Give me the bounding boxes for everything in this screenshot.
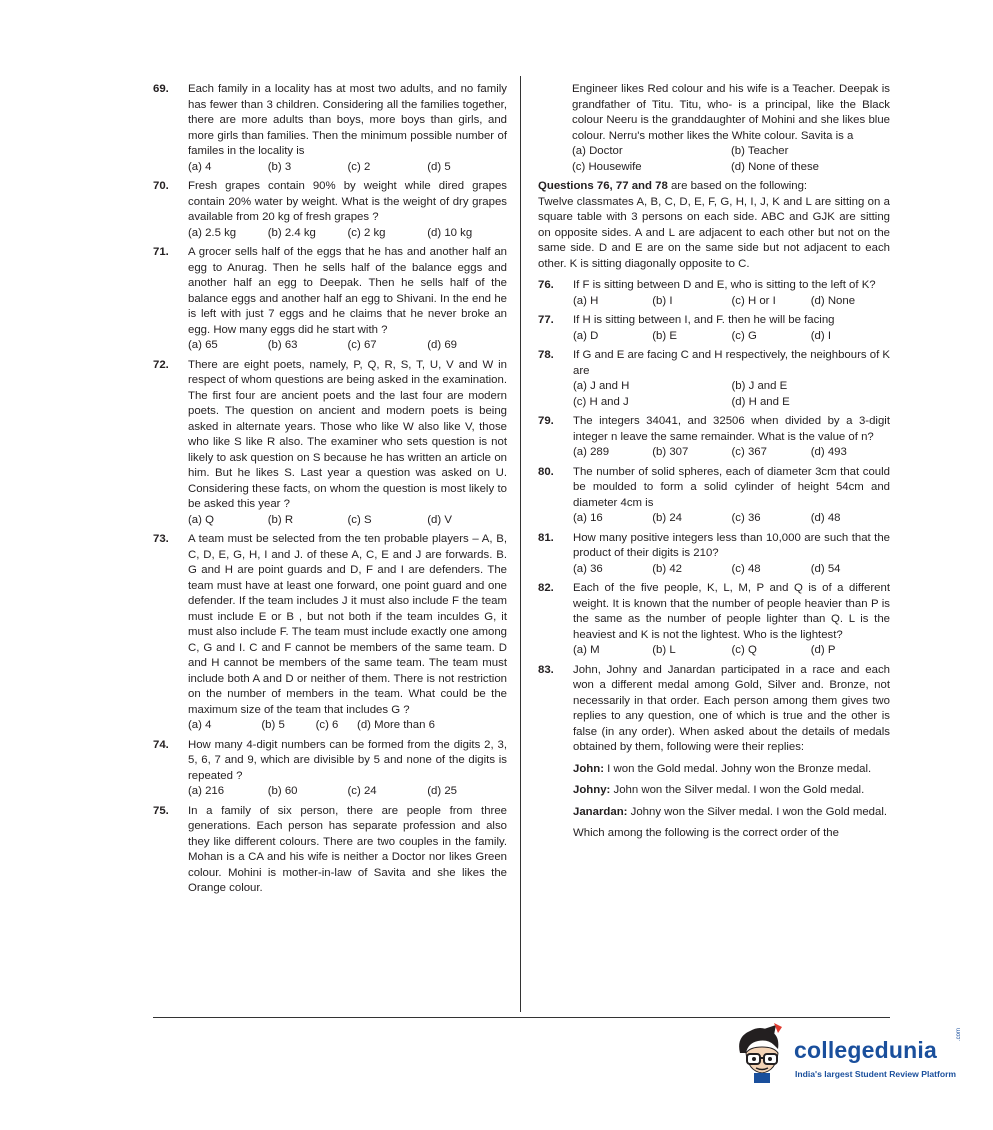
- option-a: (a) 36: [573, 562, 603, 575]
- option-c: (c) 2 kg: [347, 226, 386, 239]
- question-number: 70.: [153, 180, 169, 192]
- options: [188, 513, 507, 529]
- question-79: [538, 414, 890, 461]
- question-number: 76.: [538, 279, 554, 291]
- passage-text: Twelve classmates A, B, C, D, E, F, G, H, I, J, K and L are sitting on a square table with 3 persons on each side. ABC and GJK are sitting on opposite sides. A and L are adjacent to each other but not on the same side. D and E are on the same side but not adjacent to each other. K is sitting diagonally opposite to C.: [538, 195, 890, 270]
- collegedunia-logo: [734, 1023, 964, 1093]
- options: [573, 562, 890, 578]
- question-80: [538, 465, 890, 527]
- option-b: (b) 60: [267, 785, 298, 797]
- question-text: Each of the five people, K, L, M, P and Q is of a different weight. It is known that the number of people heavier than P is the same as the number of people lighter than Q. L is the heaviest and K is not the lightest. Who is the lightest?: [573, 582, 890, 641]
- options: [573, 379, 890, 410]
- question-text: If H is sitting between I, and F. then he will be facing: [573, 314, 835, 326]
- reply-text: I won the Gold medal. Johny won the Bronze medal.: [604, 762, 872, 775]
- speaker-name: John:: [573, 762, 605, 775]
- option-a: (a) 2.5 kg: [188, 226, 237, 239]
- reply-text: John won the Silver medal. I won the Gold medal.: [610, 784, 865, 796]
- question-74: [153, 738, 507, 800]
- option-b: (b) 63: [267, 339, 298, 351]
- option-b: (b) L: [652, 644, 676, 656]
- question-number: 73.: [153, 533, 169, 545]
- question-73: [153, 532, 507, 734]
- question-tail: Which among the following is the correct order of the: [573, 827, 839, 839]
- mascot-icon: [734, 1023, 792, 1085]
- option-b: (b) 24: [652, 512, 683, 524]
- option-d: (d) None of these: [731, 160, 820, 173]
- option-d: (d) I: [810, 329, 832, 342]
- option-c: (c) S: [347, 513, 372, 526]
- question-text: If G and E are facing C and H respectively, the neighbours of K are: [573, 349, 891, 377]
- option-a: (a) Doctor: [572, 145, 623, 157]
- question-number: 72.: [153, 358, 169, 371]
- question-text: How many positive integers less than 10,000 are such that the product of their digits is 210?: [573, 531, 890, 559]
- option-b: (b) 5: [261, 719, 285, 731]
- option-a: (a) 289: [573, 446, 610, 458]
- option-c: (c) 24: [347, 785, 377, 797]
- question-81: [538, 531, 890, 578]
- option-a: (a) 16: [573, 512, 603, 524]
- option-d: (d) 54: [810, 562, 841, 575]
- question-70: [153, 179, 507, 241]
- option-b: (b) R: [267, 513, 294, 526]
- question-number: 80.: [538, 465, 554, 478]
- option-d: (d) 48: [810, 512, 841, 524]
- option-d: (d) 493: [810, 446, 847, 458]
- option-d: (d) None: [810, 294, 856, 307]
- question-text: If F is sitting between D and E, who is sitting to the left of K?: [573, 279, 876, 291]
- option-c: (c) Q: [731, 644, 757, 656]
- options: [188, 338, 507, 354]
- option-c: (c) 2: [347, 160, 371, 173]
- options: [572, 144, 890, 175]
- question-text: In a family of six person, there are people from three generations. Each person has separate profession and also they like different colours. There are two couples in the family. Mohan is a CA and his wife is neither a Doctor nor likes Green colour. Mohini is mother-in-law of Savita and she likes the Orange colour.: [188, 804, 507, 894]
- option-a: (a) Q: [188, 513, 214, 526]
- option-d: (d) H and E: [731, 395, 790, 408]
- reply-janardan: [573, 805, 890, 821]
- passage-heading-bold: Questions 76, 77 and 78: [538, 180, 668, 192]
- option-d: (d) 69: [427, 339, 458, 351]
- question-text: Engineer likes Red colour and his wife is a Teacher. Deepak is grandfather of Titu. Titu, who- is a principal, like the Black colour Neeru is the granddaughter of Mohini and she likes blue colour. Nerru's mother likes the White colour. Savita is a: [572, 83, 890, 142]
- option-c: (c) 48: [731, 562, 761, 575]
- footer-rule: [153, 1017, 890, 1018]
- option-d: (d) V: [427, 513, 452, 526]
- options: [188, 226, 507, 242]
- question-75: [153, 804, 507, 897]
- options: [573, 643, 890, 659]
- right-column: [538, 82, 890, 842]
- question-number: 75.: [153, 804, 169, 817]
- option-c: (c) 367: [731, 446, 767, 458]
- reply-text: Johny won the Silver medal. I won the Gold medal.: [627, 805, 888, 818]
- question-number: 71.: [153, 246, 169, 258]
- question-number: 78.: [538, 349, 554, 361]
- option-b: (b) 42: [652, 562, 683, 575]
- question-83: [538, 663, 890, 842]
- option-c: (c) G: [731, 329, 757, 342]
- question-71: [153, 245, 507, 354]
- option-d: (d) More than 6: [357, 719, 435, 731]
- column-divider: [520, 76, 521, 1012]
- option-d: (d) 5: [427, 160, 451, 173]
- question-76: [538, 278, 890, 309]
- option-c: (c) H and J: [573, 395, 629, 408]
- question-75-continued: [572, 82, 890, 175]
- left-column: [153, 82, 507, 897]
- option-a: (a) 65: [188, 339, 218, 351]
- option-c: (c) H or I: [731, 294, 776, 307]
- question-69: [153, 82, 507, 175]
- question-72: [153, 358, 507, 529]
- option-a: (a) J and H: [573, 380, 630, 392]
- question-77: [538, 313, 890, 344]
- question-number: 77.: [538, 314, 554, 326]
- option-a: (a) 4: [188, 160, 212, 173]
- option-b: (b) Teacher: [731, 145, 789, 157]
- options: [188, 718, 507, 734]
- question-number: 79.: [538, 415, 554, 427]
- option-d: (d) 10 kg: [427, 226, 473, 239]
- question-text: There are eight poets, namely, P, Q, R, S, T, U, V and W in respect of whom questions are being asked in the examination. The first four are ancient poets and the last four are modern poets. The question on ancient and modern poets is being asked in alternate years. Those who like W also like V, those who like S like R also. The examiner who sets question is not likely to ask question on S because he has written an article on him. But he likes S. Last year a question was asked on U. Considering these facts, on whom the question is most likely to be asked this year ?: [188, 358, 507, 510]
- options: [188, 160, 507, 176]
- option-b: (b) 3: [267, 160, 292, 173]
- option-c: (c) 36: [731, 512, 761, 524]
- question-text: The number of solid spheres, each of diameter 3cm that could be moulded to form a solid cylinder of height 54cm and diameter 4cm is: [573, 465, 890, 509]
- question-text: A team must be selected from the ten probable players – A, B, C, D, E, G, H, I and J. of these A, C, E and J are forwards. B. G and H are point guards and D, F and I are defenders. The team must have at least one forward, one point guard and one defender. If the team includes J it must also include F the team must include E or B , but not both if the team inculdes G, it must also include F. The team must include exactly one among C, G and I. C and F cannot be members of the same team. D and H cannot be members of the same team. The team must include both A and D or neither of them. There is not restriction on the number of members in the team. What could be the maximum size of the team that includes G ?: [188, 533, 507, 716]
- option-b: (b) E: [652, 329, 677, 342]
- option-d: (d) 25: [427, 785, 458, 797]
- logo-name: collegedunia: [794, 1037, 937, 1063]
- reply-john: [573, 762, 890, 778]
- question-number: 69.: [153, 83, 169, 95]
- question-78: [538, 348, 890, 410]
- option-a: (a) D: [573, 329, 599, 342]
- question-number: 83.: [538, 663, 554, 676]
- speaker-name: Johny:: [573, 784, 611, 796]
- question-number: 81.: [538, 531, 554, 544]
- option-b: (b) 307: [652, 446, 689, 458]
- question-number: 82.: [538, 582, 554, 594]
- question-number: 74.: [153, 738, 169, 751]
- options: [188, 784, 507, 800]
- option-c: (c) 67: [347, 339, 377, 351]
- speaker-name: Janardan:: [573, 805, 628, 818]
- reply-johny: [573, 783, 890, 799]
- question-text: The integers 34041, and 32506 when divided by a 3-digit integer n leave the same remainder. What is the value of n?: [573, 415, 890, 443]
- options: [573, 294, 890, 310]
- logo-suffix: .com: [956, 1027, 962, 1041]
- option-a: (a) M: [573, 644, 600, 656]
- option-a: (a) H: [573, 294, 599, 307]
- question-text: How many 4-digit numbers can be formed from the digits 2, 3, 5, 6, 7 and 9, which are divisible by 5 and none of the digits is repeated ?: [188, 738, 507, 782]
- option-b: (b) J and E: [731, 380, 788, 392]
- option-c: (c) Housewife: [572, 160, 642, 173]
- option-a: (a) 216: [188, 785, 225, 797]
- options: [573, 329, 890, 345]
- logo-tagline: India's largest Student Review Platform: [795, 1069, 957, 1079]
- option-b: (b) I: [652, 294, 673, 307]
- question-text: John, Johny and Janardan participated in a race and each won a different medal among Gold, Silver and. Bronze, not necessarily in that order. Each person among them gives two replies to any question, one of which is true and the other is false (in any order). When asked about the details of medals obtained by them, following were their replies:: [573, 663, 890, 753]
- question-text: A grocer sells half of the eggs that he has and another half an egg to Anurag. Then he sells half of the balance eggs and another half an egg to Deepak. Then he sells half of the balance eggs and another half an egg to Shivani. In the end he is left with just 7 eggs and he claims that he never broke an egg. How many eggs did he start with ?: [188, 246, 507, 336]
- option-c: (c) 6: [315, 719, 339, 731]
- question-82: [538, 581, 890, 659]
- passage-heading-rest: are based on the following:: [667, 180, 808, 192]
- question-text: Each family in a locality has at most two adults, and no family has fewer than 3 children. Considering all the families together, there are more adults than boys, more boys than girls, and more girls than families. Then the minimum possible number of familes in the locality is: [188, 83, 507, 157]
- question-text: Fresh grapes contain 90% by weight while dired grapes contain 20% water by weight. What is the weight of dry grapes available from 20 kg of fresh grapes ?: [188, 180, 507, 223]
- option-a: (a) 4: [188, 719, 212, 731]
- options: [573, 445, 890, 461]
- option-b: (b) 2.4 kg: [267, 226, 316, 239]
- option-d: (d) P: [810, 644, 836, 656]
- options: [573, 511, 890, 527]
- passage-heading: [538, 179, 890, 195]
